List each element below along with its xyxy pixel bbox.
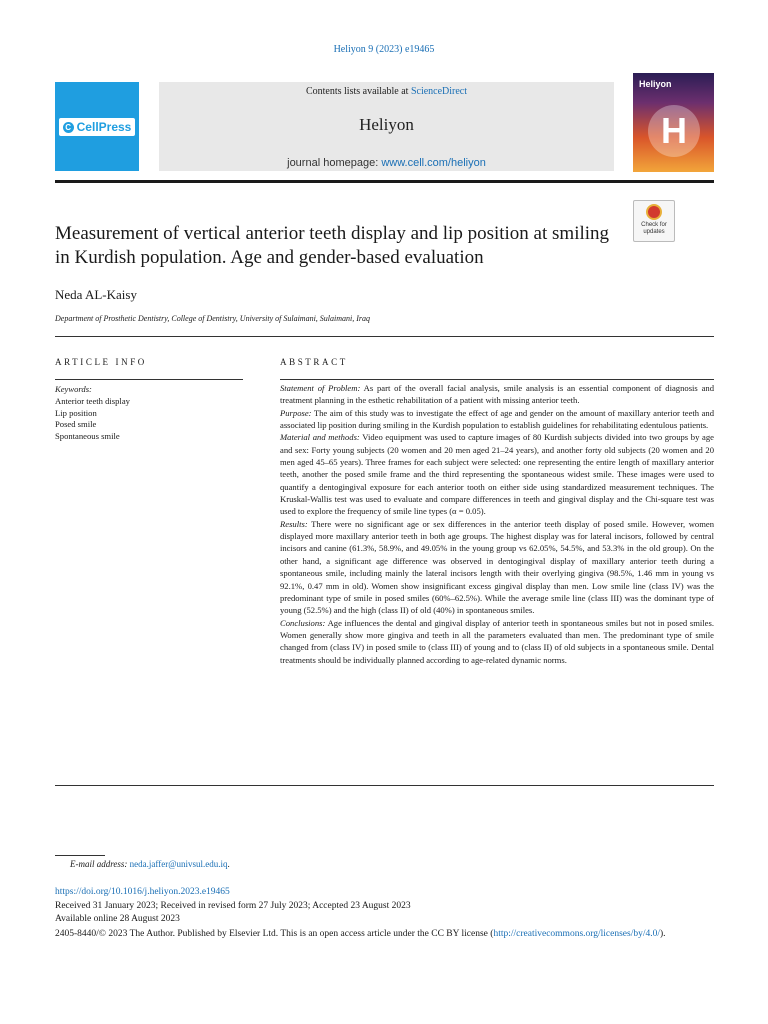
abstract-body [280,382,714,666]
email-suffix: . [227,859,230,869]
abstract-paragraph-conclusions [280,617,714,666]
corresponding-email [70,859,230,869]
abstract-section-label: Results: [280,518,308,529]
journal-reference[interactable]: Heliyon 9 (2023) e19465 [333,44,435,55]
cover-h-logo-icon: H [648,105,700,157]
abstract-section-text: Video equipment was used to capture images of 80 Kurdish subjects divided into two groups by age and sex: Forty young subjects (20 women and 20 men aged 21–24 years), and another forty old subjects (20 women and 20 men aged 45–65 years). Three frames for each subject were selected: one representing the entire length of maxillary anterior teeth, another the posed smile frame and the third representing the spontaneous widest smile. These images were used to quantify a dentogingival exposure for each anterior tooth on either side using standardized measurement techniques. The Kruskal-Wallis test was used to evaluate and compare differences in teeth and gingival display and the Chi-square test was used to explore the frequency of smile line types (α = 0.05). [280,432,714,517]
homepage-prefix: journal homepage: [287,157,382,169]
abstract-section-label: Conclusions: [280,617,326,628]
keywords-list [55,384,130,443]
cellpress-logo [55,82,139,171]
article-dates: Received 31 January 2023; Received in revised form 27 July 2023; Accepted 23 August 2023 [55,901,411,911]
keyword-item: Anterior teeth display [55,395,130,406]
journal-masthead [159,82,614,171]
keyword-item: Posed smile [55,419,97,430]
footnote-divider [55,855,105,856]
abstract-section-text: There were no significant age or sex differences in the anterior teeth display of posed smile. However, women displayed more maxillary anterior teeth in both age groups. The highest display was for lateral incisors, followed by central incisors and canine (61.3%, 58.9%, and 49.05% in the young group vs 62.05%, 54.5%, and 53.3% in the old group). On the other hand, a significant age difference was observed in dentogingival display of maxillary anterior teeth during a spontaneous smile, including mainly the lateral incisors length with their overlying gingiva (98.5%, 1.46 mm in young vs 92.1%, 0.47 mm in old). Women show insignificant excess gingival display than men. Low smile line (class IV) was the predominant type of smile in posed smiles (60%–62.5%). While the average smile line (class III) was the dominant type of young (52.5%) and the high (class II) of old (40%) in spontaneous smiles. [280,518,714,616]
abstract-paragraph-purpose [280,407,714,432]
abstract-section-label: Statement of Problem: [280,383,361,393]
crossmark-icon [646,204,662,220]
article-info-divider [55,379,243,380]
crossmark-line-2: updates [643,229,665,235]
header-divider [55,180,714,183]
cellpress-c-icon: C [63,122,74,133]
abstract-section-text: The aim of this study was to investigate the effect of age and gender on the amount of maxillary anterior teeth and associated lip position during smiling in the Kurdish population to establish guidelines for rehabilitating edentulous patients. [280,407,715,431]
available-online-date: Available online 28 August 2023 [55,914,180,924]
crossmark-line-1: Check for [641,222,667,228]
cover-title: Heliyon [639,79,672,89]
keyword-item: Lip position [55,407,97,418]
abstract-section-text: Age influences the dental and gingival display of anterior teeth in spontaneous smiles but not in posed smiles. Women generally show more gingiva and teeth in all the parameters evaluated than men. The predominant type of smile changed from (class IV) in posed smile to (class III) of young and to (class II) of old subjects in a spontaneous smile. Dental treatments should be individually planned according to age-related dynamic norms. [280,617,714,665]
journal-name: Heliyon [359,115,414,134]
license-link[interactable]: http://creativecommons.org/licenses/by/4.0/ [493,929,661,939]
abstract-paragraph-results [280,518,714,617]
homepage-line [159,157,614,169]
article-info-heading: ARTICLE INFO [55,357,147,367]
check-for-updates-badge[interactable] [633,200,675,242]
journal-cover-image[interactable] [633,73,714,172]
keywords-label: Keywords: [55,384,92,394]
abstract-section-text: As part of the overall facial analysis, smile analysis is an essential component of diagnosis and treatment planning in the esthetic rehabilitation of a patient with missing anterior teeth. [280,383,714,406]
abstract-section-label: Material and methods: [280,432,360,443]
abstract-section-label: Purpose: [280,407,312,418]
cellpress-logo-text: CellPress [76,120,132,134]
abstract-divider [280,379,714,380]
license-text: 2405-8440/© 2023 The Author. Published by Elsevier Ltd. This is an open access article under the CC BY license ( [55,929,494,939]
contents-line [159,86,614,97]
abstract-paragraph-methods [280,431,714,517]
crossmark-label [634,222,674,236]
keyword-item: Spontaneous smile [55,431,120,442]
sciencedirect-link[interactable]: ScienceDirect [410,86,468,97]
abstract-heading: ABSTRACT [280,357,348,367]
email-link[interactable]: neda.jaffer@univsul.edu.iq [129,859,228,869]
journal-homepage-link[interactable]: www.cell.com/heliyon [381,157,486,169]
abstract-end-divider [55,785,714,786]
cellpress-logo-mark [59,118,135,136]
license-suffix: ). [660,929,666,939]
article-title: Measurement of vertical anterior teeth display and lip position at smiling in Kurdish population. Age and gender-based evaluation [55,223,610,268]
contents-prefix: Contents lists available at [305,86,411,97]
abstract-paragraph-statement [280,382,714,407]
license-statement [55,928,714,941]
author-name[interactable]: Neda AL-Kaisy [55,287,137,302]
email-label: E-mail address: [70,859,128,869]
section-divider [55,336,714,337]
doi-link[interactable]: https://doi.org/10.1016/j.heliyon.2023.e19465 [55,887,230,897]
author-affiliation: Department of Prosthetic Dentistry, College of Dentistry, University of Sulaimani, Sulaimani, Iraq [55,314,371,323]
